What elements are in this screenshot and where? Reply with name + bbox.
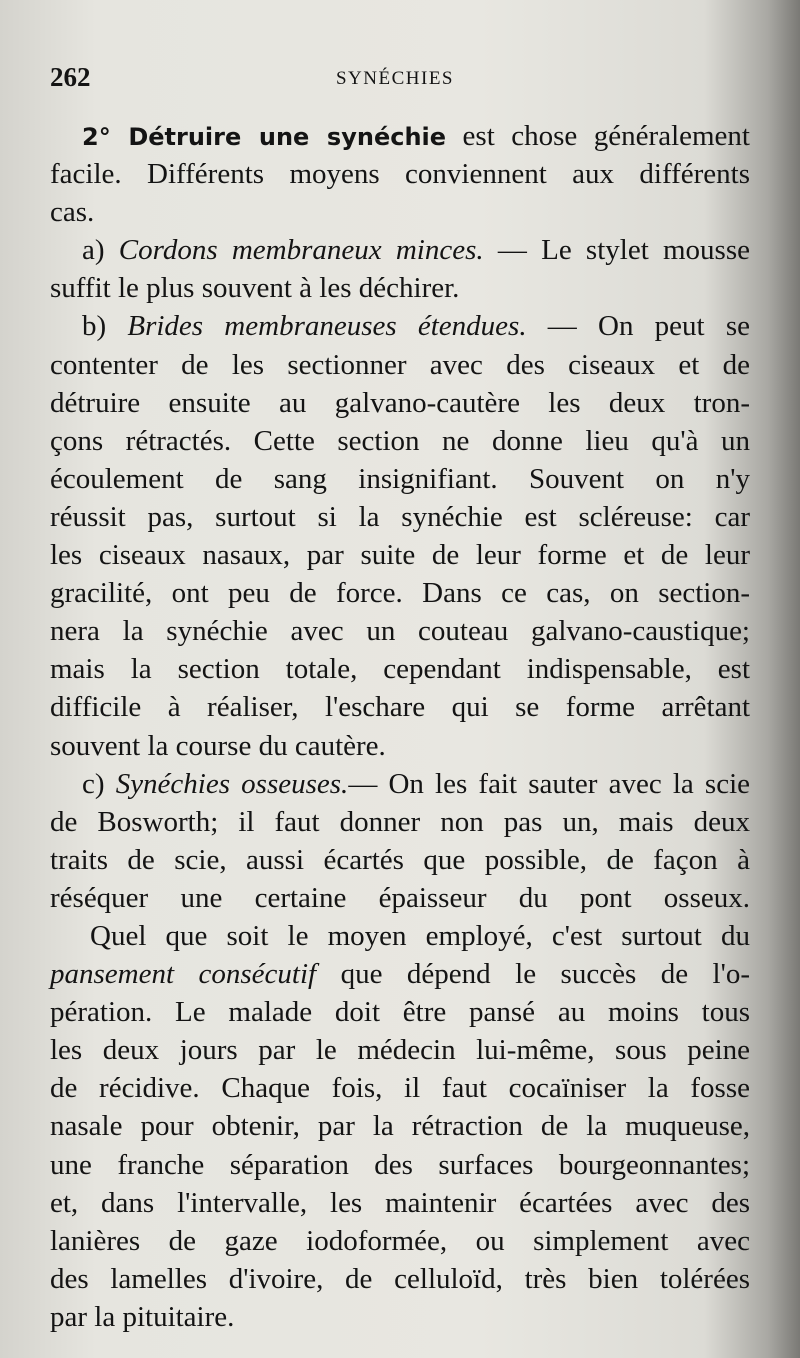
text-line	[50, 1260, 750, 1298]
text-line	[50, 155, 750, 193]
line-text: pération. Le malade doit être pansé au moins tous	[50, 996, 750, 1029]
line-text: les ciseaux nasaux, par suite de leur forme et de leur	[50, 539, 750, 572]
text-line	[50, 803, 750, 841]
line-text: souvent la course du cautère.	[50, 729, 386, 762]
text-line	[50, 688, 750, 726]
italic-heading-text: Cordons membraneux minces.	[118, 234, 484, 267]
body-text	[50, 117, 750, 1336]
text-line	[50, 460, 750, 498]
text-line	[50, 612, 750, 650]
text-line	[50, 727, 750, 765]
line-text: que dépend le succès de l'o-	[316, 958, 751, 991]
line-text: une franche séparation des surfaces bourgeonnantes;	[50, 1148, 750, 1181]
italic-heading-text: pansement consécutif	[50, 958, 317, 991]
line-text: çons rétractés. Cette section ne donne lieu qu'à un	[50, 424, 750, 457]
text-line	[50, 1184, 750, 1222]
line-text: est chose généralement	[446, 120, 750, 152]
line-text: par la pituitaire.	[50, 1300, 235, 1333]
line-text: des lamelles d'ivoire, de celluloïd, très bien tolérées	[50, 1262, 750, 1295]
line-text: — On peut se	[526, 310, 750, 343]
text-line	[50, 650, 750, 688]
line-text: détruire ensuite au galvano-cautère les deux tron-	[50, 386, 750, 419]
text-line	[50, 955, 750, 993]
text-line	[50, 1107, 750, 1145]
line-text: — On les fait sauter avec la scie	[348, 767, 751, 800]
bold-heading-text: 2° Détruire une synéchie	[82, 123, 447, 151]
line-text: Quel que soit le moyen employé, c'est surtout du	[90, 919, 750, 952]
line-text: traits de scie, aussi écartés que possible, de façon à	[50, 843, 750, 876]
line-text: de récidive. Chaque fois, il faut cocaïniser la fosse	[50, 1072, 750, 1105]
text-line	[50, 307, 750, 345]
text-line	[50, 879, 750, 917]
text-line	[50, 422, 750, 460]
line-text: gracilité, ont peu de force. Dans ce cas, on section-	[50, 577, 750, 610]
text-line	[50, 536, 750, 574]
text-line	[50, 1069, 750, 1107]
text-line	[50, 1298, 750, 1336]
line-text: contenter de les sectionner avec des ciseaux et de	[50, 348, 750, 381]
line-text: réussit pas, surtout si la synéchie est scléreuse: car	[50, 500, 750, 533]
text-line	[50, 1222, 750, 1260]
italic-heading-text: Brides membraneuses étendues.	[127, 310, 527, 343]
line-text: — Le stylet mousse	[483, 234, 750, 267]
line-text: a)	[82, 234, 119, 267]
line-text: difficile à réaliser, l'eschare qui se forme arrêtant	[50, 691, 750, 724]
text-line	[50, 117, 750, 155]
italic-heading-text: Synéchies osseuses.	[115, 767, 349, 800]
text-line	[50, 231, 750, 269]
line-text: les deux jours par le médecin lui-même, sous peine	[50, 1034, 750, 1067]
text-line	[50, 193, 750, 231]
line-text: facile. Différents moyens conviennent aux différents	[50, 158, 750, 191]
line-text: c)	[82, 767, 116, 800]
page-header	[50, 62, 740, 102]
page-number: 262	[50, 62, 91, 92]
text-line	[50, 1146, 750, 1184]
text-line	[50, 765, 750, 803]
running-title: SYNÉCHIES	[335, 68, 454, 89]
text-line	[50, 1031, 750, 1069]
line-text: de Bosworth; il faut donner non pas un, mais deux	[50, 805, 750, 838]
text-line	[50, 917, 750, 955]
line-text: et, dans l'intervalle, les maintenir écartées avec des	[50, 1186, 750, 1219]
line-text: nera la synéchie avec un couteau galvano-caustique;	[50, 615, 750, 648]
text-line	[50, 346, 750, 384]
line-text: réséquer une certaine épaisseur du pont osseux.	[50, 881, 750, 914]
text-line	[50, 498, 750, 536]
line-text: mais la section totale, cependant indispensable, est	[50, 653, 750, 686]
text-line	[50, 574, 750, 612]
line-text: b)	[82, 310, 128, 343]
line-text: suffit le plus souvent à les déchirer.	[50, 272, 460, 305]
line-text: lanières de gaze iodoformée, ou simplement avec	[50, 1224, 750, 1257]
text-line	[50, 269, 750, 307]
text-line	[50, 384, 750, 422]
line-text: cas.	[50, 196, 95, 229]
text-line	[50, 841, 750, 879]
line-text: nasale pour obtenir, par la rétraction de la muqueuse,	[50, 1110, 750, 1143]
line-text: écoulement de sang insignifiant. Souvent on n'y	[50, 462, 750, 495]
text-line	[50, 993, 750, 1031]
